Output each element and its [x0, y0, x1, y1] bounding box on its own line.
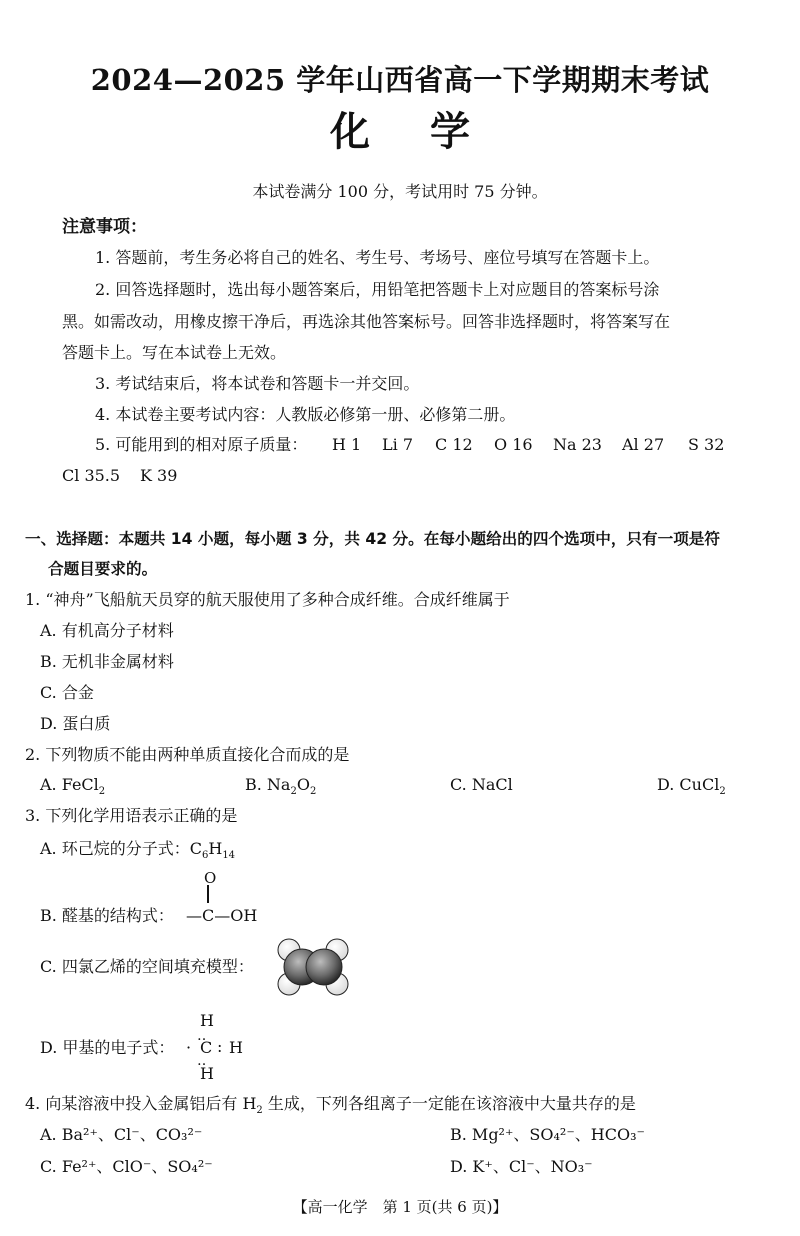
- aldehyde-oxygen: O: [204, 869, 217, 887]
- q1-stem: 1. “神舟”飞船航天员穿的航天服使用了多种合成纤维。合成纤维属于: [25, 590, 510, 609]
- section-1-heading-line-1: 一、选择题：本题共 14 小题，每小题 3 分，共 42 分。在每小题给出的四个选项中，只有一项是符: [25, 530, 720, 548]
- q2-option-b: B. $Na_2O_2$: [245, 775, 317, 798]
- methyl-carbon: C: [200, 1038, 213, 1057]
- methyl-radical-dot: ·: [186, 1038, 192, 1057]
- q4-option-b: B. Mg²⁺、SO₄²⁻、HCO₃⁻: [450, 1125, 645, 1144]
- notice-item-2-line-3: 答题卡上。写在本试卷上无效。: [62, 343, 287, 362]
- q4-stem: 4. 向某溶液中投入金属铝后有 $H_2$ 生成，下列各组离子一定能在该溶液中大量共存的是: [25, 1094, 636, 1117]
- q1-option-c: C. 合金: [40, 683, 94, 702]
- q2-option-a: A. FeCl$_2$: [40, 775, 106, 798]
- subject-title: 化学: [330, 109, 530, 155]
- exam-info: 本试卷满分 100 分，考试用时 75 分钟。: [252, 182, 548, 201]
- methyl-h-top: H: [200, 1011, 214, 1030]
- q3-option-a: A. 环己烷的分子式：$C_6H_{14}$: [40, 839, 236, 862]
- q2-option-d: D. CuCl$_2$: [657, 775, 726, 798]
- mass-k: K 39: [140, 466, 178, 485]
- mass-h: H 1: [332, 435, 362, 454]
- methyl-h-right: H: [229, 1038, 243, 1057]
- q4-option-c: C. Fe²⁺、ClO⁻、SO₄²⁻: [40, 1157, 213, 1176]
- section-1-heading-line-2: 合题目要求的。: [48, 560, 158, 578]
- q1-option-d: D. 蛋白质: [40, 714, 111, 733]
- mass-cl: Cl 35.5: [62, 466, 121, 485]
- electron-dots-top: ‥: [197, 1028, 207, 1044]
- notice-item-5-prefix: 5. 可能用到的相对原子质量：: [95, 435, 308, 454]
- q3-stem: 3. 下列化学用语表示正确的是: [25, 806, 238, 825]
- electron-dots-right: :: [217, 1037, 223, 1056]
- mass-li: Li 7: [382, 435, 414, 454]
- q3-option-c-label: C. 四氯乙烯的空间填充模型：: [40, 957, 254, 976]
- notice-item-2-line-1: 2. 回答选择题时，选出每小题答案后，用铅笔把答题卡上对应题目的答案标号涂: [95, 280, 660, 299]
- mass-na: Na 23: [553, 435, 602, 454]
- notice-item-2-line-2: 黑。如需改动，用橡皮擦干净后，再选涂其他答案标号。回答非选择题时，将答案写在: [62, 312, 671, 331]
- page-footer: 【高一化学 第 1 页(共 6 页)】: [292, 1198, 508, 1216]
- notice-item-1: 1. 答题前，考生务必将自己的姓名、考生号、考场号、座位号填写在答题卡上。: [95, 248, 660, 267]
- q1-option-b: B. 无机非金属材料: [40, 652, 174, 671]
- electron-dots-bottom: ‥: [197, 1053, 207, 1069]
- q4-option-d: D. K⁺、Cl⁻、NO₃⁻: [450, 1157, 593, 1176]
- q3-option-b-label: B. 醛基的结构式：: [40, 906, 174, 925]
- mass-s: S 32: [688, 435, 725, 454]
- notice-item-3: 3. 考试结束后，将本试卷和答题卡一并交回。: [95, 374, 420, 393]
- methyl-h-bottom: H: [200, 1064, 214, 1083]
- q2-option-c: C. NaCl: [450, 775, 513, 794]
- tetrachloroethylene-model: [272, 935, 354, 999]
- exam-title: 2024—2025 学年山西省高一下学期期末考试: [90, 63, 710, 97]
- mass-o: O 16: [494, 435, 533, 454]
- aldehyde-double-bond: [207, 885, 209, 903]
- aldehyde-formula: —C—OH: [186, 906, 258, 925]
- q4-option-a: A. Ba²⁺、Cl⁻、CO₃²⁻: [40, 1125, 203, 1144]
- q2-stem: 2. 下列物质不能由两种单质直接化合而成的是: [25, 745, 350, 764]
- q1-option-a: A. 有机高分子材料: [40, 621, 174, 640]
- notice-item-4: 4. 本试卷主要考试内容：人教版必修第一册、必修第二册。: [95, 405, 516, 424]
- mass-al: Al 27: [622, 435, 665, 454]
- mass-c: C 12: [435, 435, 473, 454]
- notice-heading: 注意事项：: [62, 217, 147, 237]
- q3-option-d-label: D. 甲基的电子式：: [40, 1038, 175, 1057]
